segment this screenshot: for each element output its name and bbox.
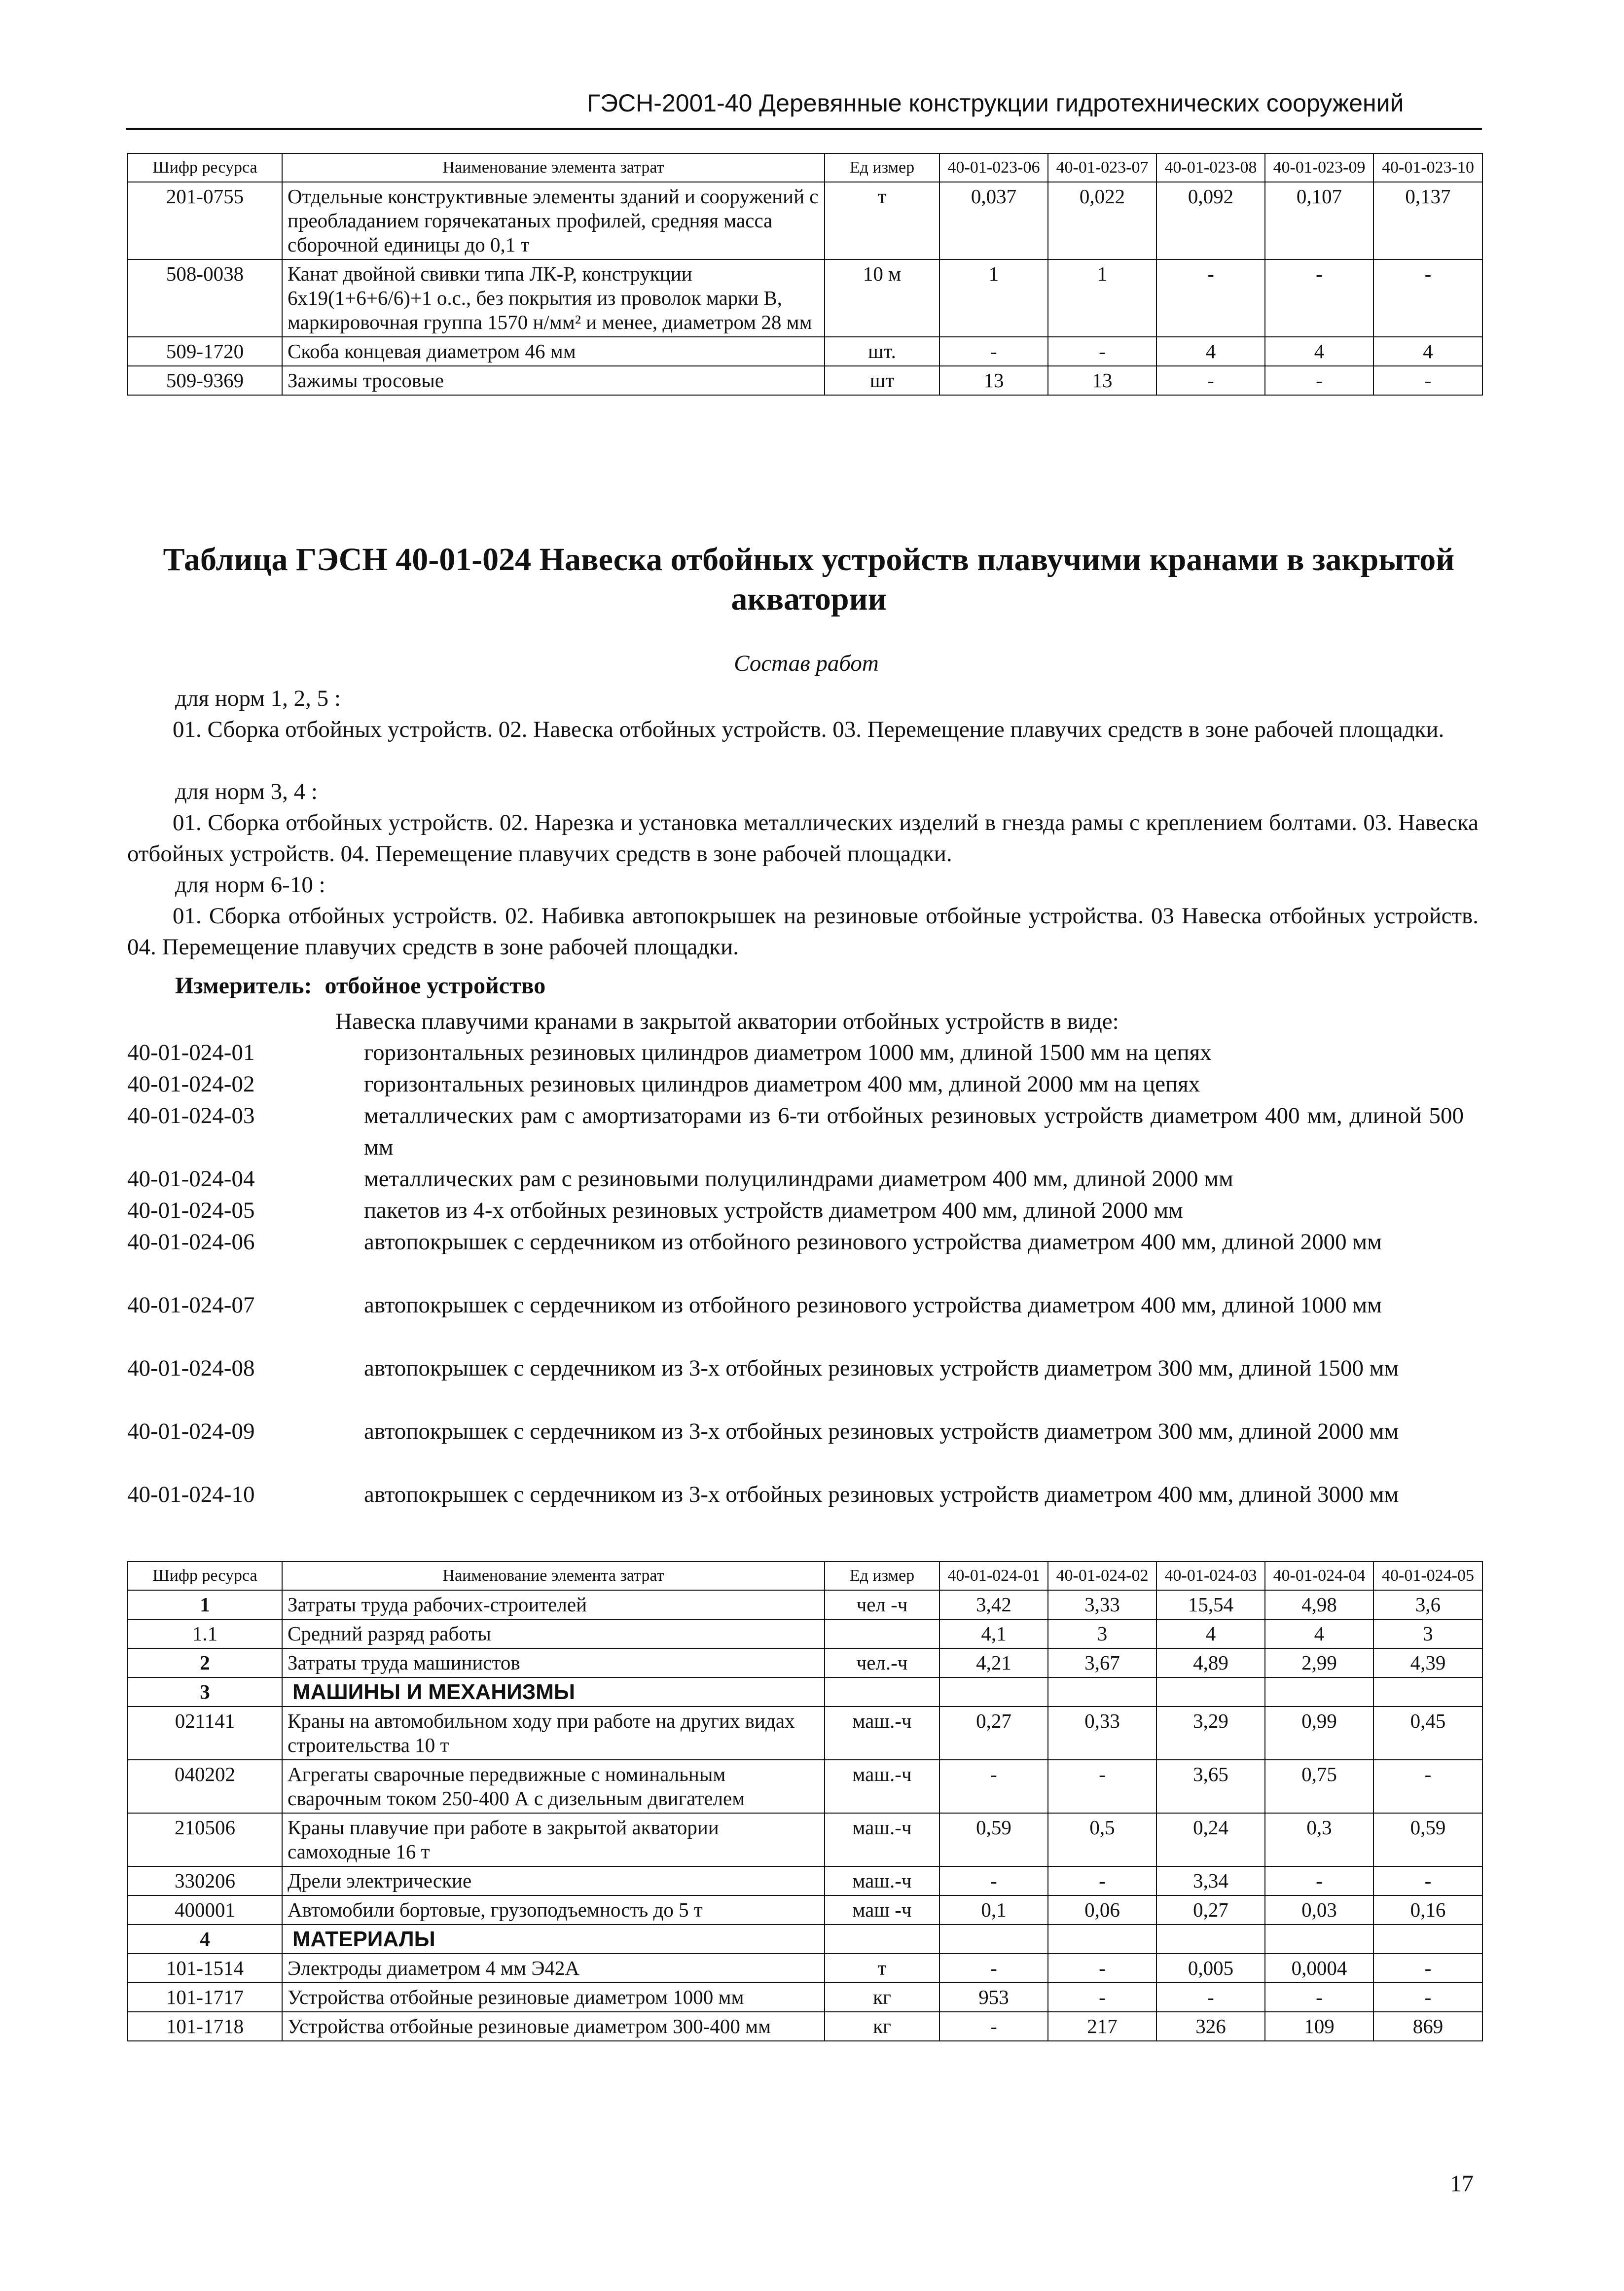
norm-value: 0,3 — [1265, 1813, 1373, 1866]
header-norm: 40-01-023-08 — [1156, 153, 1265, 182]
norm-value — [1156, 1677, 1265, 1707]
resource-unit — [825, 1677, 939, 1707]
norm-group-label: для норм 1, 2, 5 : — [175, 686, 341, 711]
norm-value: - — [1265, 259, 1373, 337]
norm-value: 4,89 — [1156, 1648, 1265, 1677]
norm-value: 3 — [1373, 1619, 1482, 1648]
norm-value: 0,022 — [1048, 182, 1156, 259]
work-composition-text: 01. Сборка отбойных устройств. 02. Навеска отбойных устройств. 03. Перемещение плавучих средств в зоне рабочей площадки. — [173, 717, 1444, 742]
norm-value — [1373, 1677, 1482, 1707]
norms-intro: Навеска плавучими кранами в закрытой акватории отбойных устройств в виде: — [335, 1009, 1119, 1034]
resource-unit: т — [825, 1954, 939, 1983]
norm-value: 4,39 — [1373, 1648, 1482, 1677]
table-row — [128, 1707, 1482, 1760]
table-row — [128, 1954, 1482, 1983]
resource-unit: маш.-ч — [825, 1866, 939, 1895]
resource-unit: маш.-ч — [825, 1760, 939, 1813]
header-code: Шифр ресурса — [128, 153, 282, 182]
work-composition-text: 01. Сборка отбойных устройств. 02. Нарезка и установка металлических изделий в гнезда рамы с креплением болтами. 03. Навеска отбойных устройств. 04. Перемещение плавучих средств в зоне рабочей площадки. — [127, 810, 1479, 867]
header-norm: 40-01-023-09 — [1265, 153, 1373, 182]
resource-code: 509-1720 — [128, 337, 282, 366]
resource-name: Устройства отбойные резиновые диаметром 300-400 мм — [282, 2012, 825, 2041]
norm-value: 1 — [939, 259, 1048, 337]
norm-description: горизонтальных резиновых цилиндров диаметром 1000 мм, длиной 1500 мм на цепях — [364, 1040, 1212, 1065]
resource-name: Отдельные конструктивные элементы зданий и сооружений с преобладанием горячекатаных профилей, средняя масса сборочной единицы до 0,1 т — [282, 182, 825, 259]
norm-value: - — [1265, 1983, 1373, 2012]
table-row — [128, 1619, 1482, 1648]
resource-unit: маш.-ч — [825, 1707, 939, 1760]
norm-value: - — [939, 2012, 1048, 2041]
norm-value: 869 — [1373, 2012, 1482, 2041]
norm-value: 0,137 — [1373, 182, 1482, 259]
norm-description: автопокрышек с сердечником из 3-х отбойных резиновых устройств диаметром 400 мм, длиной 3000 мм — [364, 1482, 1399, 1507]
header-unit: Ед измер — [825, 153, 939, 182]
work-composition-title: Состав работ — [734, 651, 879, 676]
norm-value: 0,092 — [1156, 182, 1265, 259]
norm-value: 0,107 — [1265, 182, 1373, 259]
resource-code: 400001 — [128, 1895, 282, 1925]
norm-value: - — [939, 1954, 1048, 1983]
norm-value: 0,0004 — [1265, 1954, 1373, 1983]
resource-name: Зажимы тросовые — [282, 366, 825, 395]
norm-value: 0,27 — [1156, 1895, 1265, 1925]
resource-code: 2 — [128, 1648, 282, 1677]
resource-name: Затраты труда машинистов — [282, 1648, 825, 1677]
header-name: Наименование элемента затрат — [282, 1562, 825, 1590]
norm-code: 40-01-024-06 — [127, 1229, 255, 1255]
resource-unit: т — [825, 182, 939, 259]
norm-description: горизонтальных резиновых цилиндров диаметром 400 мм, длиной 2000 мм на цепях — [364, 1071, 1200, 1097]
norm-value: - — [1373, 1760, 1482, 1813]
header-norm: 40-01-024-05 — [1373, 1562, 1482, 1590]
norm-value: - — [1265, 366, 1373, 395]
header-norm: 40-01-024-04 — [1265, 1562, 1373, 1590]
norm-code: 40-01-024-01 — [127, 1040, 255, 1065]
norm-value: 0,59 — [939, 1813, 1048, 1866]
norm-value — [939, 1677, 1048, 1707]
norm-value: 109 — [1265, 2012, 1373, 2041]
norm-value: - — [1373, 259, 1482, 337]
table-row — [128, 1866, 1482, 1895]
norm-value: - — [939, 1760, 1048, 1813]
norm-value: 0,33 — [1048, 1707, 1156, 1760]
norm-value: 2,99 — [1265, 1648, 1373, 1677]
norm-value: 0,03 — [1265, 1895, 1373, 1925]
table-header-row — [128, 1562, 1482, 1590]
measure-line — [175, 972, 545, 999]
resource-code: 330206 — [128, 1866, 282, 1895]
resource-name: МАТЕРИАЛЫ — [282, 1925, 825, 1954]
norm-value: 13 — [939, 366, 1048, 395]
resource-name: Дрели электрические — [282, 1866, 825, 1895]
norm-description: металлических рам с амортизаторами из 6-ти отбойных резиновых устройств диаметром 400 мм, длиной 500 мм — [364, 1103, 1464, 1160]
table-row — [128, 1648, 1482, 1677]
norm-value — [1048, 1925, 1156, 1954]
resource-name: Автомобили бортовые, грузоподъемность до 5 т — [282, 1895, 825, 1925]
table-row — [128, 2012, 1482, 2041]
work-composition-text: 01. Сборка отбойных устройств. 02. Набивка автопокрышек на резиновые отбойные устройства. 03 Навеска отбойных устройств. 04. Перемещение плавучих средств в зоне рабочей площадки. — [127, 903, 1479, 960]
norm-value: - — [1373, 1866, 1482, 1895]
resource-code: 210506 — [128, 1813, 282, 1866]
norm-description: автопокрышек с сердечником из 3-х отбойных резиновых устройств диаметром 300 мм, длиной 2000 мм — [364, 1418, 1399, 1444]
resource-unit: чел -ч — [825, 1590, 939, 1619]
norm-value: 4 — [1265, 337, 1373, 366]
norm-value: 1 — [1048, 259, 1156, 337]
resource-unit: шт — [825, 366, 939, 395]
norm-value: 3,33 — [1048, 1590, 1156, 1619]
resource-unit: кг — [825, 1983, 939, 2012]
norm-value: - — [1156, 1983, 1265, 2012]
norm-value: 3,29 — [1156, 1707, 1265, 1760]
resource-name: Краны плавучие при работе в закрытой акватории самоходные 16 т — [282, 1813, 825, 1866]
table-header-row — [128, 153, 1482, 182]
norm-value: 0,005 — [1156, 1954, 1265, 1983]
norm-value: 4,21 — [939, 1648, 1048, 1677]
resource-name: Краны на автомобильном ходу при работе на других видах строительства 10 т — [282, 1707, 825, 1760]
norm-value: 4,98 — [1265, 1590, 1373, 1619]
norm-code: 40-01-024-04 — [127, 1166, 255, 1192]
norm-code: 40-01-024-05 — [127, 1198, 255, 1223]
norm-value: - — [1048, 1866, 1156, 1895]
norm-value: - — [1048, 1983, 1156, 2012]
norm-value: 3,65 — [1156, 1760, 1265, 1813]
norm-value: - — [1048, 337, 1156, 366]
table-row — [128, 1983, 1482, 2012]
resource-name: МАШИНЫ И МЕХАНИЗМЫ — [282, 1677, 825, 1707]
norm-value: 0,1 — [939, 1895, 1048, 1925]
table-row — [128, 1925, 1482, 1954]
norm-value: 953 — [939, 1983, 1048, 2012]
resource-name: Скоба концевая диаметром 46 мм — [282, 337, 825, 366]
norm-code: 40-01-024-02 — [127, 1071, 255, 1097]
norm-value: 0,75 — [1265, 1760, 1373, 1813]
norm-value: 3,34 — [1156, 1866, 1265, 1895]
norm-value: 0,5 — [1048, 1813, 1156, 1866]
norm-value: - — [1156, 366, 1265, 395]
resource-name: Устройства отбойные резиновые диаметром 1000 мм — [282, 1983, 825, 2012]
norm-description: металлических рам с резиновыми полуцилиндрами диаметром 400 мм, длиной 2000 мм — [364, 1166, 1233, 1192]
table-row — [128, 366, 1482, 395]
norm-code: 40-01-024-09 — [127, 1418, 255, 1444]
norm-value: 0,06 — [1048, 1895, 1156, 1925]
norm-value: 3 — [1048, 1619, 1156, 1648]
norm-group-label: для норм 6-10 : — [175, 872, 325, 898]
header-norm: 40-01-024-02 — [1048, 1562, 1156, 1590]
norm-value: 0,24 — [1156, 1813, 1265, 1866]
norm-value: - — [1048, 1760, 1156, 1813]
header-norm: 40-01-023-07 — [1048, 153, 1156, 182]
norm-value: 0,037 — [939, 182, 1048, 259]
resource-unit: маш.-ч — [825, 1813, 939, 1866]
table-row — [128, 1677, 1482, 1707]
norm-code: 40-01-024-10 — [127, 1482, 255, 1507]
norm-value: 3,67 — [1048, 1648, 1156, 1677]
resource-name: Затраты труда рабочих-строителей — [282, 1590, 825, 1619]
resource-name: Средний разряд работы — [282, 1619, 825, 1648]
norm-value: - — [939, 337, 1048, 366]
resource-table-024 — [127, 1561, 1483, 2041]
norm-value — [1265, 1677, 1373, 1707]
resource-code: 040202 — [128, 1760, 282, 1813]
norm-description: автопокрышек с сердечником из отбойного резинового устройства диаметром 400 мм, длиной 2000 мм — [364, 1229, 1382, 1255]
resource-unit: кг — [825, 2012, 939, 2041]
norm-description: автопокрышек с сердечником из 3-х отбойных резиновых устройств диаметром 300 мм, длиной 1500 мм — [364, 1355, 1399, 1381]
table-row — [128, 1895, 1482, 1925]
norm-value — [1265, 1925, 1373, 1954]
resource-name: Канат двойной свивки типа ЛК-Р, конструкции 6х19(1+6+6/6)+1 о.с., без покрытия из проволок марки В, маркировочная группа 1570 н/мм² и менее, диаметром 28 мм — [282, 259, 825, 337]
norm-value: - — [1373, 1983, 1482, 2012]
measure-label: Измеритель: — [175, 973, 312, 999]
norm-value: - — [1373, 366, 1482, 395]
resource-unit: чел.-ч — [825, 1648, 939, 1677]
resource-code: 508-0038 — [128, 259, 282, 337]
resource-unit — [825, 1619, 939, 1648]
norm-value: 0,59 — [1373, 1813, 1482, 1866]
norm-value: 13 — [1048, 366, 1156, 395]
norm-code: 40-01-024-03 — [127, 1103, 255, 1128]
norm-value: 0,99 — [1265, 1707, 1373, 1760]
norm-value: 217 — [1048, 2012, 1156, 2041]
table-row — [128, 259, 1482, 337]
table-row — [128, 337, 1482, 366]
norm-value: 4 — [1156, 337, 1265, 366]
resource-unit: 10 м — [825, 259, 939, 337]
resource-code: 509-9369 — [128, 366, 282, 395]
resource-code: 021141 — [128, 1707, 282, 1760]
header-norm: 40-01-024-03 — [1156, 1562, 1265, 1590]
norm-value: 15,54 — [1156, 1590, 1265, 1619]
norm-value: - — [1156, 259, 1265, 337]
norm-description: пакетов из 4-х отбойных резиновых устройств диаметром 400 мм, длиной 2000 мм — [364, 1198, 1183, 1223]
norm-value: 4 — [1156, 1619, 1265, 1648]
measure-value: отбойное устройство — [325, 973, 546, 999]
resource-name: Агрегаты сварочные передвижные с номинальным сварочным током 250-400 А с дизельным двигателем — [282, 1760, 825, 1813]
header-norm: 40-01-024-01 — [939, 1562, 1048, 1590]
norm-value — [1048, 1677, 1156, 1707]
resource-unit — [825, 1925, 939, 1954]
resource-code: 101-1514 — [128, 1954, 282, 1983]
norm-value: - — [1048, 1954, 1156, 1983]
resource-unit: маш -ч — [825, 1895, 939, 1925]
resource-code: 201-0755 — [128, 182, 282, 259]
norm-value: 4 — [1265, 1619, 1373, 1648]
norm-code: 40-01-024-07 — [127, 1292, 255, 1318]
resource-table-023 — [127, 153, 1483, 396]
header-code: Шифр ресурса — [128, 1562, 282, 1590]
page-number: 17 — [1450, 2171, 1474, 2197]
norm-value: 326 — [1156, 2012, 1265, 2041]
resource-code: 3 — [128, 1677, 282, 1707]
header-name: Наименование элемента затрат — [282, 153, 825, 182]
norm-value — [939, 1925, 1048, 1954]
header-unit: Ед измер — [825, 1562, 939, 1590]
resource-name: Электроды диаметром 4 мм Э42А — [282, 1954, 825, 1983]
norm-description: автопокрышек с сердечником из отбойного резинового устройства диаметром 400 мм, длиной 1000 мм — [364, 1292, 1382, 1318]
header-norm: 40-01-023-06 — [939, 153, 1048, 182]
norm-value: 0,27 — [939, 1707, 1048, 1760]
resource-unit: шт. — [825, 337, 939, 366]
norm-value: 0,45 — [1373, 1707, 1482, 1760]
norm-value — [1373, 1925, 1482, 1954]
norm-value: 4,1 — [939, 1619, 1048, 1648]
norm-value: - — [1265, 1866, 1373, 1895]
norm-value: 3,6 — [1373, 1590, 1482, 1619]
table-row — [128, 1760, 1482, 1813]
header-rule — [126, 128, 1482, 130]
table-row — [128, 182, 1482, 259]
resource-code: 1.1 — [128, 1619, 282, 1648]
norm-code: 40-01-024-08 — [127, 1355, 255, 1381]
norm-value: 0,16 — [1373, 1895, 1482, 1925]
norm-value: - — [1373, 1954, 1482, 1983]
norm-group-label: для норм 3, 4 : — [175, 779, 318, 804]
norm-value: 3,42 — [939, 1590, 1048, 1619]
resource-code: 101-1718 — [128, 2012, 282, 2041]
resource-code: 4 — [128, 1925, 282, 1954]
table-title: Таблица ГЭСН 40-01-024 Навеска отбойных устройств плавучими кранами в закрытой акватории — [163, 542, 1455, 617]
table-row — [128, 1813, 1482, 1866]
resource-code: 1 — [128, 1590, 282, 1619]
running-header: ГЭСН-2001-40 Деревянные конструкции гидротехнических сооружений — [587, 89, 1404, 117]
header-norm: 40-01-023-10 — [1373, 153, 1482, 182]
norm-value — [1156, 1925, 1265, 1954]
resource-code: 101-1717 — [128, 1983, 282, 2012]
norm-value: 4 — [1373, 337, 1482, 366]
table-row — [128, 1590, 1482, 1619]
norm-value: - — [939, 1866, 1048, 1895]
